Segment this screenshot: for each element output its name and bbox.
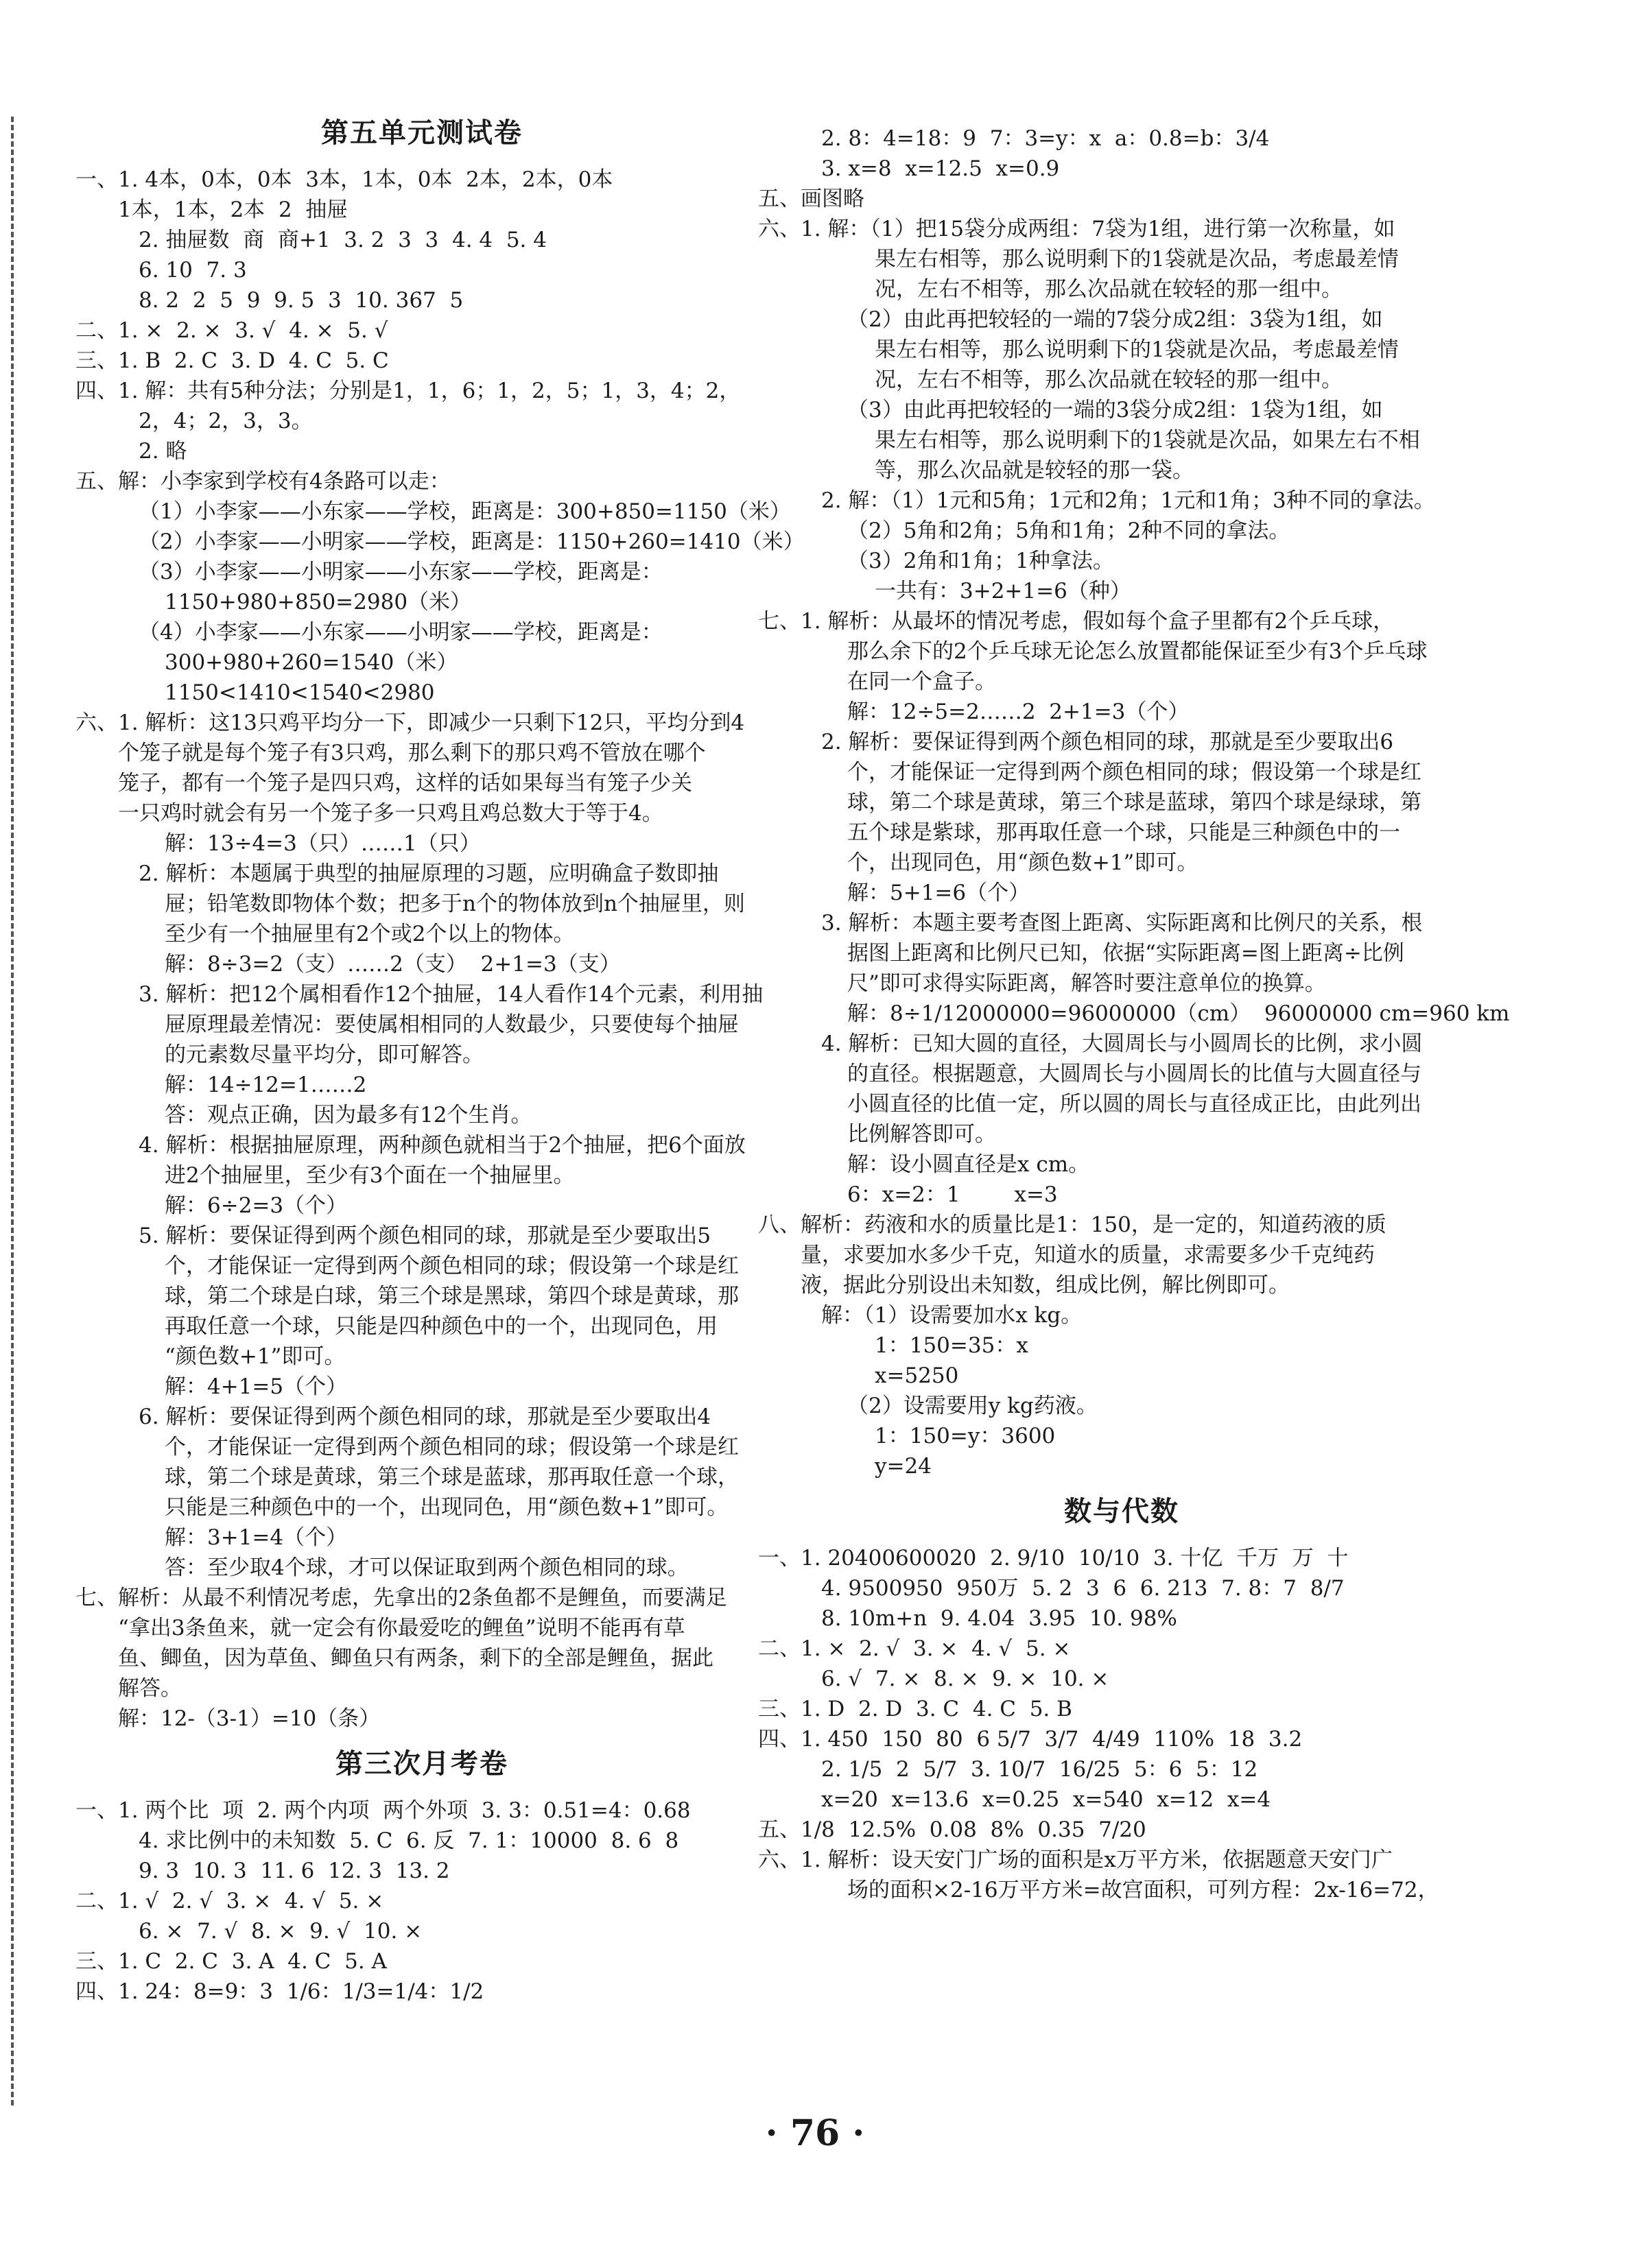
answer-line: 6. 解析：要保证得到两个颜色相同的球，那就是至少要取出4: [139, 1405, 711, 1429]
answer-line: 三、1. D 2. D 3. C 4. C 5. B: [758, 1697, 1072, 1721]
answer-line: x=5250: [875, 1363, 959, 1388]
answer-line: 七、解析：从最不利情况考虑，先拿出的2条鱼都不是鲤鱼，而要满足: [75, 1586, 727, 1610]
answer-line: 果左右相等，那么说明剩下的1袋就是次品，考虑最差情: [875, 247, 1399, 272]
answer-line: 1150<1410<1540<2980: [165, 680, 435, 705]
answer-line: 的元素数尽量平均分，即可解答。: [165, 1042, 484, 1067]
page-number: · 76 ·: [765, 2112, 865, 2154]
answer-line: 6. √ 7. × 8. × 9. × 10. ×: [821, 1667, 1109, 1691]
left-column: [75, 103, 805, 2007]
answer-line: （4）小李家——小东家——小明家——学校，距离是：: [139, 620, 663, 645]
answer-line: 屉原理最差情况：要使属相相同的人数最少，只要使每个抽屉: [165, 1012, 739, 1037]
answer-line: 一只鸡时就会有另一个笼子多一只鸡且鸡总数大于等于4。: [118, 801, 663, 826]
answer-line: 六、1. 解析：设天安门广场的面积是x万平方米，依据题意天安门广: [758, 1848, 1393, 1872]
answer-line: 4. 解析：已知大圆的直径，大圆周长与小圆周长的比例，求小圆: [821, 1031, 1423, 1056]
answer-line: 2. 抽屉数 商 商+1 3. 2 3 3 4. 4 5. 4: [139, 228, 547, 252]
answer-line: 四、1. 解：共有5种分法；分别是1，1，6；1，2，5；1，3，4；2，: [75, 379, 741, 403]
answer-line: 液，据此分别设出未知数，组成比例，解比例即可。: [801, 1273, 1290, 1298]
answer-line: 解：5+1=6（个）: [847, 881, 1030, 905]
answer-line: 据图上距离和比例尺已知，依据“实际距离=图上距离÷比例: [847, 941, 1404, 966]
answer-line: 一、1. 两个比 项 2. 两个内项 两个外项 3. 3：0.51=4：0.68: [75, 1798, 691, 1823]
answer-line: 果左右相等，那么说明剩下的1袋就是次品，如果左右不相: [875, 428, 1420, 453]
answer-line: 解：14÷12=1……2: [165, 1073, 367, 1097]
answer-line: x=20 x=13.6 x=0.25 x=540 x=12 x=4: [821, 1787, 1271, 1812]
answer-line: 再取任意一个球，只能是四种颜色中的一个，出现同色，用: [165, 1314, 718, 1339]
answer-line: 五、解：小李家到学校有4条路可以走：: [75, 469, 451, 494]
answer-line: 五、1/8 12.5% 0.08 8% 0.35 7/20: [758, 1817, 1146, 1842]
answer-line: 况，左右不相等，那么次品就在较轻的那一组中。: [875, 277, 1343, 302]
answer-line: 2. 略: [139, 439, 187, 464]
answer-line: 三、1. B 2. C 3. D 4. C 5. C: [75, 348, 389, 373]
answer-line: 一、1. 4本，0本，0本 3本，1本，0本 2本，2本，0本: [75, 167, 613, 192]
answer-line: 四、1. 450 150 80 6 5/7 3/7 4/49 110% 18 3.2: [758, 1727, 1303, 1752]
answer-line: 在同一个盒子。: [847, 669, 996, 694]
answer-line: 2. 解析：要保证得到两个颜色相同的球，那就是至少要取出6: [821, 730, 1394, 754]
answer-line: 5. 解析：要保证得到两个颜色相同的球，那就是至少要取出5: [139, 1223, 711, 1248]
answer-line: 4. 9500950 950万 5. 2 3 6 6. 213 7. 8：7 8/7: [821, 1576, 1345, 1601]
answer-line: 二、1. × 2. √ 3. × 4. √ 5. ×: [758, 1636, 1071, 1661]
answer-line: 至少有一个抽屉里有2个或2个以上的物体。: [165, 922, 575, 946]
answer-line: 3. 解析：本题主要考查图上距离、实际距离和比例尺的关系，根: [821, 911, 1423, 935]
section-heading: 第五单元测试卷: [321, 117, 523, 149]
answer-line: “颜色数+1”即可。: [165, 1344, 346, 1369]
answer-line: 进2个抽屉里，至少有3个面在一个抽屉里。: [165, 1163, 575, 1188]
answer-line: 9. 3 10. 3 11. 6 12. 3 13. 2: [139, 1859, 450, 1883]
answer-line: 个笼子就是每个笼子有3只鸡，那么剩下的那只鸡不管放在哪个: [118, 741, 706, 765]
answer-line: 果左右相等，那么说明剩下的1袋就是次品，考虑最差情: [875, 337, 1399, 362]
answer-line: 况，左右不相等，那么次品就在较轻的那一组中。: [875, 368, 1343, 392]
answer-line: 一共有：3+2+1=6（种）: [875, 579, 1131, 604]
answer-line: （2）5角和2角；5角和1角；2种不同的拿法。: [847, 518, 1290, 543]
answer-line: 2. 8：4=18：9 7：3=y：x a：0.8=b：3/4: [821, 126, 1270, 151]
answer-line: 4. 解析：根据抽屉原理，两种颜色就相当于2个抽屉，把6个面放: [139, 1133, 746, 1158]
answer-line: 解答。: [118, 1676, 182, 1701]
answer-line: 解：6÷2=3（个）: [165, 1193, 348, 1218]
answer-line: 四、1. 24：8=9：3 1/6：1/3=1/4：1/2: [75, 1979, 484, 2004]
answer-line: 8. 2 2 5 9 9. 5 3 10. 367 5: [139, 288, 464, 313]
answer-line: 场的面积×2-16万平方米=故宫面积，可列方程：2x-16=72，: [847, 1878, 1439, 1902]
answer-line: 只能是三种颜色中的一个，出现同色，用“颜色数+1”即可。: [165, 1495, 729, 1520]
right-column: [758, 123, 1510, 1905]
answer-line: 五个球是紫球，那再取任意一个球，只能是三种颜色中的一: [847, 820, 1400, 845]
answer-line: 六、1. 解：（1）把15袋分成两组：7袋为1组，进行第一次称量，如: [758, 217, 1395, 241]
answer-line: 笼子，都有一个笼子是四只鸡，这样的话如果每当有笼子少关: [118, 771, 692, 796]
answer-line: 6：x=2：1 x=3: [847, 1182, 1058, 1207]
answer-line: 解：3+1=4（个）: [165, 1525, 348, 1550]
answer-line: 解：8÷3=2（支）……2（支） 2+1=3（支）: [165, 952, 621, 977]
answer-line: 球，第二个球是黄球，第三个球是蓝球，第四个球是绿球，第: [847, 790, 1421, 815]
answer-line: 个，才能保证一定得到两个颜色相同的球；假设第一个球是红: [165, 1435, 739, 1459]
answer-line: 个，出现同色，用“颜色数+1”即可。: [847, 850, 1198, 875]
answer-line: 鱼、鲫鱼，因为草鱼、鲫鱼只有两条，剩下的全部是鲤鱼，据此: [118, 1646, 713, 1671]
answer-line: 尺”即可求得实际距离，解答时要注意单位的换算。: [847, 971, 1326, 996]
answer-line: 量，求要加水多少千克，知道水的质量，求需要多少千克纯药: [801, 1243, 1375, 1267]
answer-line: “拿出3条鱼来，就一定会有你最爱吃的鲤鱼”说明不能再有草: [118, 1616, 685, 1640]
answer-line: 2. 解析：本题属于典型的抽屉原理的习题，应明确盒子数即抽: [139, 861, 719, 886]
answer-line: 1本，1本，2本 2 抽屉: [118, 198, 349, 222]
answer-line: 屉；铅笔数即物体个数；把多于n个的物体放到n个抽屉里，则: [165, 892, 745, 916]
answer-line: 六、1. 解析：这13只鸡平均分一下，即减少一只剩下12只，平均分到4: [75, 711, 745, 735]
answer-line: 解：8÷1/12000000=96000000（cm） 96000000 cm=960 km: [847, 1001, 1510, 1026]
answer-line: 七、1. 解析：从最坏的情况考虑，假如每个盒子里都有2个乒乓球，: [758, 609, 1395, 634]
answer-line: 1：150=y：3600: [875, 1424, 1056, 1448]
answer-line: 2. 解：（1）1元和5角；1元和2角；1元和1角；3种不同的拿法。: [821, 488, 1435, 513]
answer-line: （1）小李家——小东家——学校，距离是：300+850=1150（米）: [139, 499, 791, 524]
answer-line: 八、解析：药液和水的质量比是1：150，是一定的，知道药液的质: [758, 1213, 1386, 1237]
answer-line: 解：4+1=5（个）: [165, 1374, 348, 1399]
answer-line: 一、1. 20400600020 2. 9/10 10/10 3. 十亿 千万 万 十: [758, 1546, 1349, 1571]
answer-line: 比例解答即可。: [847, 1122, 996, 1147]
answer-line: 3. 解析：把12个属相看作12个抽屉，14人看作14个元素，利用抽: [139, 982, 764, 1007]
answer-line: 二、1. × 2. × 3. √ 4. × 5. √: [75, 318, 388, 343]
answer-line: 等，那么次品就是较轻的那一袋。: [875, 458, 1194, 483]
answer-line: 2，4；2，3，3。: [139, 409, 313, 433]
answer-line: 球，第二个球是白球，第三个球是黑球，第四个球是黄球，那: [165, 1284, 739, 1309]
section-heading: 数与代数: [1064, 1495, 1179, 1527]
answer-line: （3）由此再把较轻的一端的3袋分成2组：1袋为1组，如: [847, 398, 1383, 422]
answer-line: y=24: [875, 1454, 932, 1479]
answer-line: 300+980+260=1540（米）: [165, 650, 458, 675]
answer-line: 1：150=35：x: [875, 1333, 1028, 1358]
answer-line: 二、1. √ 2. √ 3. × 4. √ 5. ×: [75, 1889, 384, 1913]
answer-line: 解：13÷4=3（只）……1（只）: [165, 831, 481, 856]
answer-line: 答：至少取4个球，才可以保证取到两个颜色相同的球。: [165, 1555, 689, 1580]
answer-line: 解：设小圆直径是x cm。: [847, 1152, 1090, 1177]
answer-line: 2. 1/5 2 5/7 3. 10/7 16/25 5：6 5：12: [821, 1757, 1258, 1782]
binding-margin-line: [11, 117, 14, 2105]
answer-line: 解：（1）设需要加水x kg。: [821, 1303, 1083, 1328]
answer-line: 6. × 7. √ 8. × 9. √ 10. ×: [139, 1919, 423, 1944]
answer-line: 个，才能保证一定得到两个颜色相同的球；假设第一个球是红: [165, 1254, 739, 1278]
answer-line: （2）由此再把较轻的一端的7袋分成2组：3袋为1组，如: [847, 307, 1383, 332]
answer-line: 3. x=8 x=12.5 x=0.9: [821, 156, 1060, 181]
answer-line: 三、1. C 2. C 3. A 4. C 5. A: [75, 1949, 387, 1974]
answer-line: （3）2角和1角；1种拿法。: [847, 549, 1114, 573]
answer-line: 那么余下的2个乒乓球无论怎么放置都能保证至少有3个乒乓球: [847, 639, 1428, 664]
answer-line: 五、画图略: [758, 187, 864, 211]
answer-line: 解：12-（3-1）=10（条）: [118, 1706, 381, 1731]
answer-line: 8. 10m+n 9. 4.04 3.95 10. 98%: [821, 1606, 1177, 1631]
answer-line: 6. 10 7. 3: [139, 258, 247, 283]
answer-line: 解：12÷5=2……2 2+1=3（个）: [847, 700, 1190, 724]
answer-line: 的直径。根据题意，大圆周长与小圆周长的比值与大圆直径与: [847, 1062, 1421, 1086]
answer-line: （3）小李家——小明家——小东家——学校，距离是：: [139, 560, 663, 584]
answer-line: （2）设需要用y kg药液。: [847, 1394, 1098, 1418]
answer-line: 1150+980+850=2980（米）: [165, 590, 472, 614]
answer-line: （2）小李家——小明家——学校，距离是：1150+260=1410（米）: [139, 529, 805, 554]
answer-line: 4. 求比例中的未知数 5. C 6. 反 7. 1：10000 8. 6 8: [139, 1828, 679, 1853]
answer-line: 个，才能保证一定得到两个颜色相同的球；假设第一个球是红: [847, 760, 1421, 785]
answer-line: 答：观点正确，因为最多有12个生肖。: [165, 1103, 532, 1127]
answer-line: 小圆直径的比值一定，所以圆的周长与直径成正比，由此列出: [847, 1092, 1421, 1117]
section-heading: 第三次月考卷: [335, 1747, 508, 1780]
answer-line: 球，第二个球是黄球，第三个球是蓝球，那再取任意一个球，: [165, 1465, 739, 1490]
